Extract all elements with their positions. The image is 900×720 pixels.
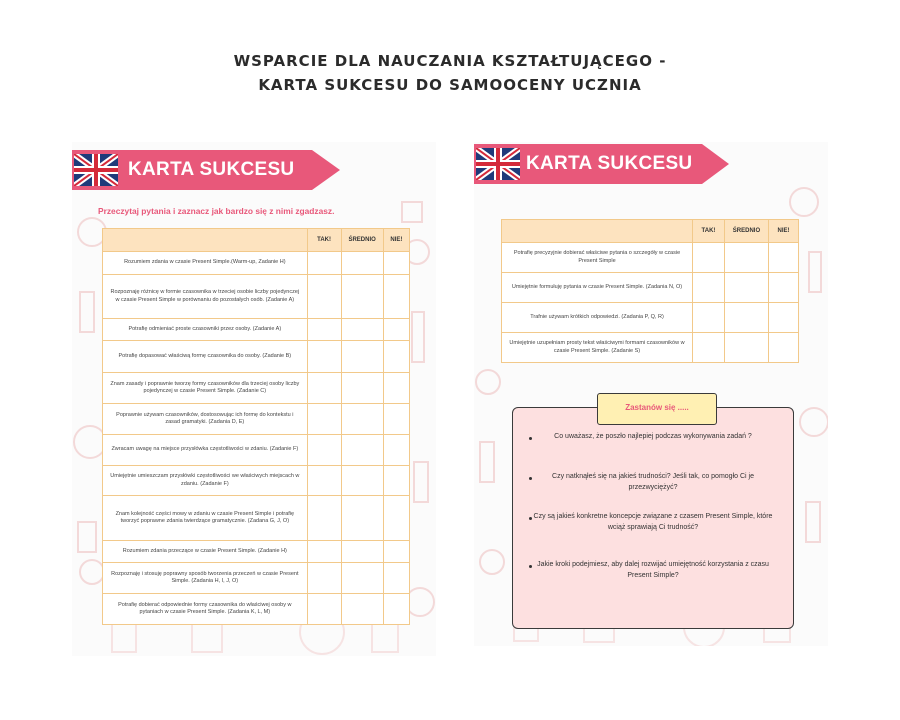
checkbox-yes[interactable] bbox=[693, 333, 725, 363]
checkbox-medium[interactable] bbox=[341, 466, 383, 496]
checkbox-no[interactable] bbox=[383, 341, 409, 373]
checkbox-yes[interactable] bbox=[307, 563, 341, 594]
header-criterion bbox=[103, 229, 308, 252]
bullet-icon bbox=[529, 517, 532, 520]
checkbox-medium[interactable] bbox=[341, 252, 383, 275]
checkbox-yes[interactable] bbox=[693, 303, 725, 333]
checkbox-medium[interactable] bbox=[341, 541, 383, 563]
criterion-text: Znam zasady i poprawnie tworzę formy czasowników dla trzeciej osoby liczby pojedynczej w czasie Present Simple. (Zadanie C) bbox=[103, 373, 308, 404]
checkbox-medium[interactable] bbox=[724, 333, 768, 363]
checkbox-yes[interactable] bbox=[307, 594, 341, 625]
question-text: Jakie kroki podejmiesz, aby dalej rozwijać umiejętność korzystania z czasu Present Simple? bbox=[537, 561, 769, 579]
checkbox-yes[interactable] bbox=[307, 252, 341, 275]
list-item bbox=[529, 472, 777, 493]
header-medium: ŚREDNIO bbox=[341, 229, 383, 252]
checkbox-no[interactable] bbox=[383, 594, 409, 625]
checkbox-medium[interactable] bbox=[724, 303, 768, 333]
list-item bbox=[529, 432, 777, 443]
checkbox-yes[interactable] bbox=[307, 435, 341, 466]
checkbox-yes[interactable] bbox=[307, 275, 341, 319]
checkbox-medium[interactable] bbox=[341, 594, 383, 625]
header-yes: TAK! bbox=[307, 229, 341, 252]
criterion-text: Potrafię dobierać odpowiednie formy czasownika do właściwej osoby w pytaniach w czasie Present Simple. (Zadania K, L, M) bbox=[103, 594, 308, 625]
table-row bbox=[103, 541, 410, 563]
header-no: NIE! bbox=[769, 220, 799, 243]
criterion-text: Poprawnie używam czasowników, dostosowując ich formę do kontekstu i zasad gramatyki. (Zadania D, E) bbox=[103, 404, 308, 435]
checkbox-yes[interactable] bbox=[307, 404, 341, 435]
success-criteria-table bbox=[501, 219, 799, 363]
table-row bbox=[103, 319, 410, 341]
success-card-right bbox=[474, 142, 828, 646]
reflection-title-tab bbox=[597, 393, 717, 425]
criterion-text: Trafnie używam krótkich odpowiedzi. (Zadania P, Q, R) bbox=[502, 303, 693, 333]
checkbox-medium[interactable] bbox=[341, 435, 383, 466]
checkbox-no[interactable] bbox=[383, 563, 409, 594]
table-row bbox=[103, 496, 410, 541]
checkbox-medium[interactable] bbox=[341, 563, 383, 594]
checkbox-medium[interactable] bbox=[724, 273, 768, 303]
criterion-text: Rozumiem zdania w czasie Present Simple.(Warm-up, Zadanie H) bbox=[103, 252, 308, 275]
checkbox-medium[interactable] bbox=[341, 341, 383, 373]
header-yes: TAK! bbox=[693, 220, 725, 243]
checkbox-no[interactable] bbox=[769, 303, 799, 333]
banner-title: KARTA SUKCESU bbox=[526, 153, 693, 174]
checkbox-no[interactable] bbox=[383, 404, 409, 435]
union-jack-icon bbox=[74, 154, 118, 186]
header-medium: ŚREDNIO bbox=[724, 220, 768, 243]
checkbox-no[interactable] bbox=[383, 435, 409, 466]
list-item bbox=[529, 560, 777, 581]
checkbox-yes[interactable] bbox=[307, 373, 341, 404]
checkbox-no[interactable] bbox=[383, 373, 409, 404]
bullet-icon bbox=[529, 565, 532, 568]
checkbox-medium[interactable] bbox=[341, 319, 383, 341]
criterion-text: Potrafię odmieniać proste czasowniki przez osoby. (Zadanie A) bbox=[103, 319, 308, 341]
checkbox-no[interactable] bbox=[769, 273, 799, 303]
card-banner bbox=[72, 150, 340, 190]
criterion-text: Umiejętnie umieszczam przysłówki częstotliwości we właściwych miejscach w zdaniu. (Zadanie F) bbox=[103, 466, 308, 496]
checkbox-yes[interactable] bbox=[307, 319, 341, 341]
instruction-text: Przeczytaj pytania i zaznacz jak bardzo się z nimi zgadzasz. bbox=[98, 206, 335, 216]
checkbox-yes[interactable] bbox=[307, 341, 341, 373]
page-title-line-1: WSPARCIE DLA NAUCZANIA KSZTAŁTUJĄCEGO - bbox=[233, 52, 667, 70]
criterion-text: Potrafię precyzyjnie dobierać właściwe pytania o szczegóły w czasie Present Simple bbox=[502, 243, 693, 273]
reflection-box bbox=[512, 403, 794, 629]
table-row bbox=[502, 273, 799, 303]
checkbox-medium[interactable] bbox=[341, 275, 383, 319]
table-row bbox=[103, 341, 410, 373]
checkbox-medium[interactable] bbox=[341, 404, 383, 435]
table-row bbox=[103, 594, 410, 625]
checkbox-no[interactable] bbox=[769, 243, 799, 273]
table-row bbox=[103, 435, 410, 466]
list-item bbox=[529, 512, 777, 533]
checkbox-no[interactable] bbox=[383, 252, 409, 275]
checkbox-yes[interactable] bbox=[307, 541, 341, 563]
criterion-text: Znam kolejność części mowy w zdaniu w czasie Present Simple i potrafię tworzyć poprawne zdania twierdzące gramatycznie. (Zadana G, J, O) bbox=[103, 496, 308, 541]
criterion-text: Rozpoznaję różnicę w formie czasownika w trzeciej osobie liczby pojedynczej w czasie Present Simple w porównaniu do pozostałych osób. (Zadanie A) bbox=[103, 275, 308, 319]
checkbox-no[interactable] bbox=[383, 541, 409, 563]
header-criterion bbox=[502, 220, 693, 243]
checkbox-no[interactable] bbox=[383, 466, 409, 496]
checkbox-yes[interactable] bbox=[307, 496, 341, 541]
table-row bbox=[502, 243, 799, 273]
reflection-title: Zastanów się ..... bbox=[625, 403, 689, 412]
table-row bbox=[103, 404, 410, 435]
checkbox-yes[interactable] bbox=[693, 243, 725, 273]
success-card-left bbox=[72, 142, 436, 656]
table-row bbox=[103, 373, 410, 404]
checkbox-yes[interactable] bbox=[693, 273, 725, 303]
checkbox-no[interactable] bbox=[383, 496, 409, 541]
table-row bbox=[103, 275, 410, 319]
criterion-text: Potrafię dopasować właściwą formę czasownika do osoby. (Zadanie B) bbox=[103, 341, 308, 373]
table-row bbox=[103, 466, 410, 496]
checkbox-no[interactable] bbox=[383, 319, 409, 341]
question-text: Czy natknąłeś się na jakieś trudności? Jeśli tak, co pomogło Ci je przezwyciężyć? bbox=[552, 473, 754, 491]
checkbox-medium[interactable] bbox=[341, 496, 383, 541]
bullet-icon bbox=[529, 437, 532, 440]
table-row bbox=[502, 303, 799, 333]
header-no: NIE! bbox=[383, 229, 409, 252]
criterion-text: Umiejętnie uzupełniam prosty tekst właściwymi formami czasowników w czasie Present Simple. (Zadanie S) bbox=[502, 333, 693, 363]
criterion-text: Rozpoznaję i stosuję poprawny sposób tworzenia przeczeń w czasie Present Simple. (Zadania H, I, J, O) bbox=[103, 563, 308, 594]
card-banner bbox=[474, 144, 729, 184]
bullet-icon bbox=[529, 477, 532, 480]
table-header-row bbox=[103, 229, 410, 252]
criterion-text: Umiejętnie formułuję pytania w czasie Present Simple. (Zadania N, O) bbox=[502, 273, 693, 303]
banner-title: KARTA SUKCESU bbox=[128, 159, 295, 180]
criterion-text: Zwracam uwagę na miejsce przysłówka częstotliwości w zdaniu. (Zadanie F) bbox=[103, 435, 308, 466]
criterion-text: Rozumiem zdania przeczące w czasie Present Simple. (Zadanie H) bbox=[103, 541, 308, 563]
checkbox-medium[interactable] bbox=[341, 373, 383, 404]
checkbox-yes[interactable] bbox=[307, 466, 341, 496]
page-title-line-2: KARTA SUKCESU DO SAMOOCENY UCZNIA bbox=[258, 76, 642, 94]
success-criteria-table bbox=[102, 228, 410, 625]
question-text: Czy są jakieś konkretne koncepcje związane z czasem Present Simple, które wciąż sprawiają Ci trudność? bbox=[533, 513, 773, 531]
table-header-row bbox=[502, 220, 799, 243]
table-row bbox=[103, 563, 410, 594]
table-row bbox=[103, 252, 410, 275]
checkbox-no[interactable] bbox=[383, 275, 409, 319]
checkbox-no[interactable] bbox=[769, 333, 799, 363]
checkbox-medium[interactable] bbox=[724, 243, 768, 273]
union-jack-icon bbox=[476, 148, 520, 180]
table-row bbox=[502, 333, 799, 363]
question-text: Co uważasz, że poszło najlepiej podczas wykonywania zadań ? bbox=[554, 433, 752, 440]
